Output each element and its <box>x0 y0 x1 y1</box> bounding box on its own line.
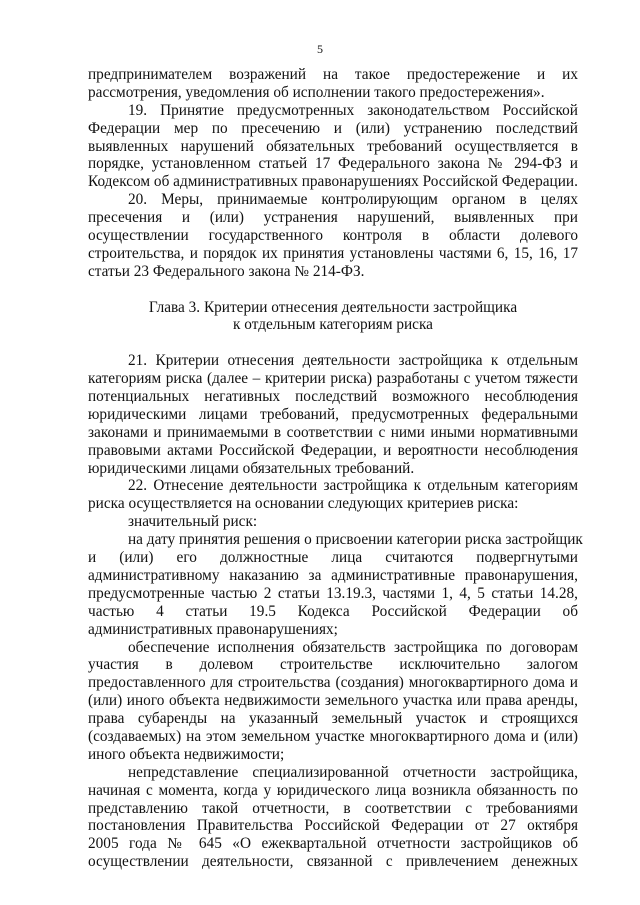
paragraph-21-line: потенциальных негативных последствий возможного несоблюдения <box>88 388 578 406</box>
criterion-line: и (или) его должностные лица считаются подвергнутыми <box>88 549 578 567</box>
paragraph-19-line: Кодексом об административных правонарушениях Российской Федерации. <box>88 173 578 191</box>
paragraph-20-line: строительства, и порядок их принятия установлены частями 6, 15, 16, 17 <box>88 244 578 262</box>
criterion-line: частью 4 статьи 19.5 Кодекса Российской Федерации об <box>88 602 578 620</box>
paragraph-20-line: статьи 23 Федерального закона № 214-ФЗ. <box>88 262 365 280</box>
criterion-line: представлению такой отчетности, в соответствии с требованиями <box>88 799 578 817</box>
criterion-line: 2005 года № 645 «О ежеквартальной отчетности застройщиков об <box>88 835 578 853</box>
criterion-line: участия в долевом строительстве исключительно залогом <box>88 656 578 674</box>
paragraph-22-line: 22. Отнесение деятельности застройщика к отдельным категориям <box>128 477 578 495</box>
criterion-line: постановления Правительства Российской Федерации от 27 октября <box>88 817 578 835</box>
criterion-line: непредставление специализированной отчетности застройщика, <box>128 763 578 781</box>
criterion-line: административному наказанию за административные правонарушения, <box>88 566 578 584</box>
paragraph-19-line: Федерации мер по пресечению и (или) устранению последствий <box>88 119 578 137</box>
criterion-line: на дату принятия решения о присвоении категории риска застройщик <box>128 531 583 549</box>
criterion-line: предоставленного для строительства (создания) многоквартирного дома и <box>88 674 578 692</box>
paragraph-21-line: законами и принимаемыми в соответствии с ними иными нормативными <box>88 423 578 441</box>
body-text <box>88 66 583 871</box>
paragraph-20-line: 20. Меры, принимаемые контролирующим органом в целях <box>128 191 578 209</box>
paragraph-21-line: категориям риска (далее – критерии риска) разработаны с учетом тяжести <box>88 370 578 388</box>
paragraph-19-line: порядке, установленном статьей 17 Федерального закона № 294-ФЗ и <box>88 155 578 173</box>
criterion-line: начиная с момента, когда у юридического лица возникла обязанность по <box>88 781 578 799</box>
criterion-line: обеспечение исполнения обязательств застройщика по договорам <box>128 638 578 656</box>
criterion-line: (или) иного объекта недвижимости земельного участка или права аренды, <box>88 692 578 710</box>
paragraph-19-line: 19. Принятие предусмотренных законодательством Российской <box>128 101 578 119</box>
paragraph-19-line: выявленных нарушений обязательных требований осуществляется в <box>88 137 578 155</box>
paragraph-20-line: пресечения и (или) устранения нарушений, выявленных при <box>88 209 578 227</box>
paragraph-21-line: юридическими лицами обязательных требований. <box>88 459 415 477</box>
paragraph-21-line: правовыми актами Российской Федерации, и вероятности несоблюдения <box>88 441 578 459</box>
criterion-line: иного объекта недвижимости; <box>88 745 285 763</box>
criterion-line: осуществлении деятельности, связанной с привлечением денежных <box>88 853 578 871</box>
paragraph-21-line: юридическими лицами требований, предусмотренных федеральными <box>88 405 578 423</box>
page-number: 5 <box>317 42 323 56</box>
paragraph-21-line: 21. Критерии отнесения деятельности застройщика к отдельным <box>128 352 578 370</box>
significant-risk-label: значительный риск: <box>128 513 258 531</box>
text-line: рассмотрения, уведомления об исполнении такого предостережения». <box>88 83 545 101</box>
chapter-heading: Глава 3. Критерии отнесения деятельности застройщика <box>148 298 518 316</box>
criterion-line: предусмотренные частью 2 статьи 13.19.3, частями 1, 4, 5 статьи 14.28, <box>88 584 578 602</box>
chapter-heading: к отдельным категориям риска <box>233 316 433 334</box>
criterion-line: (создаваемых) на этом земельном участке многоквартирного дома и (или) <box>88 727 578 745</box>
paragraph-20-line: осуществлении государственного контроля в области долевого <box>88 227 578 245</box>
criterion-line: права субаренды на указанный земельный участок и строящихся <box>88 710 578 728</box>
criterion-line: административных правонарушениях; <box>88 620 338 638</box>
paragraph-22-line: риска осуществляется на основании следующих критериев риска: <box>88 495 519 513</box>
text-line: предпринимателем возражений на такое предостережение и их <box>88 66 578 83</box>
